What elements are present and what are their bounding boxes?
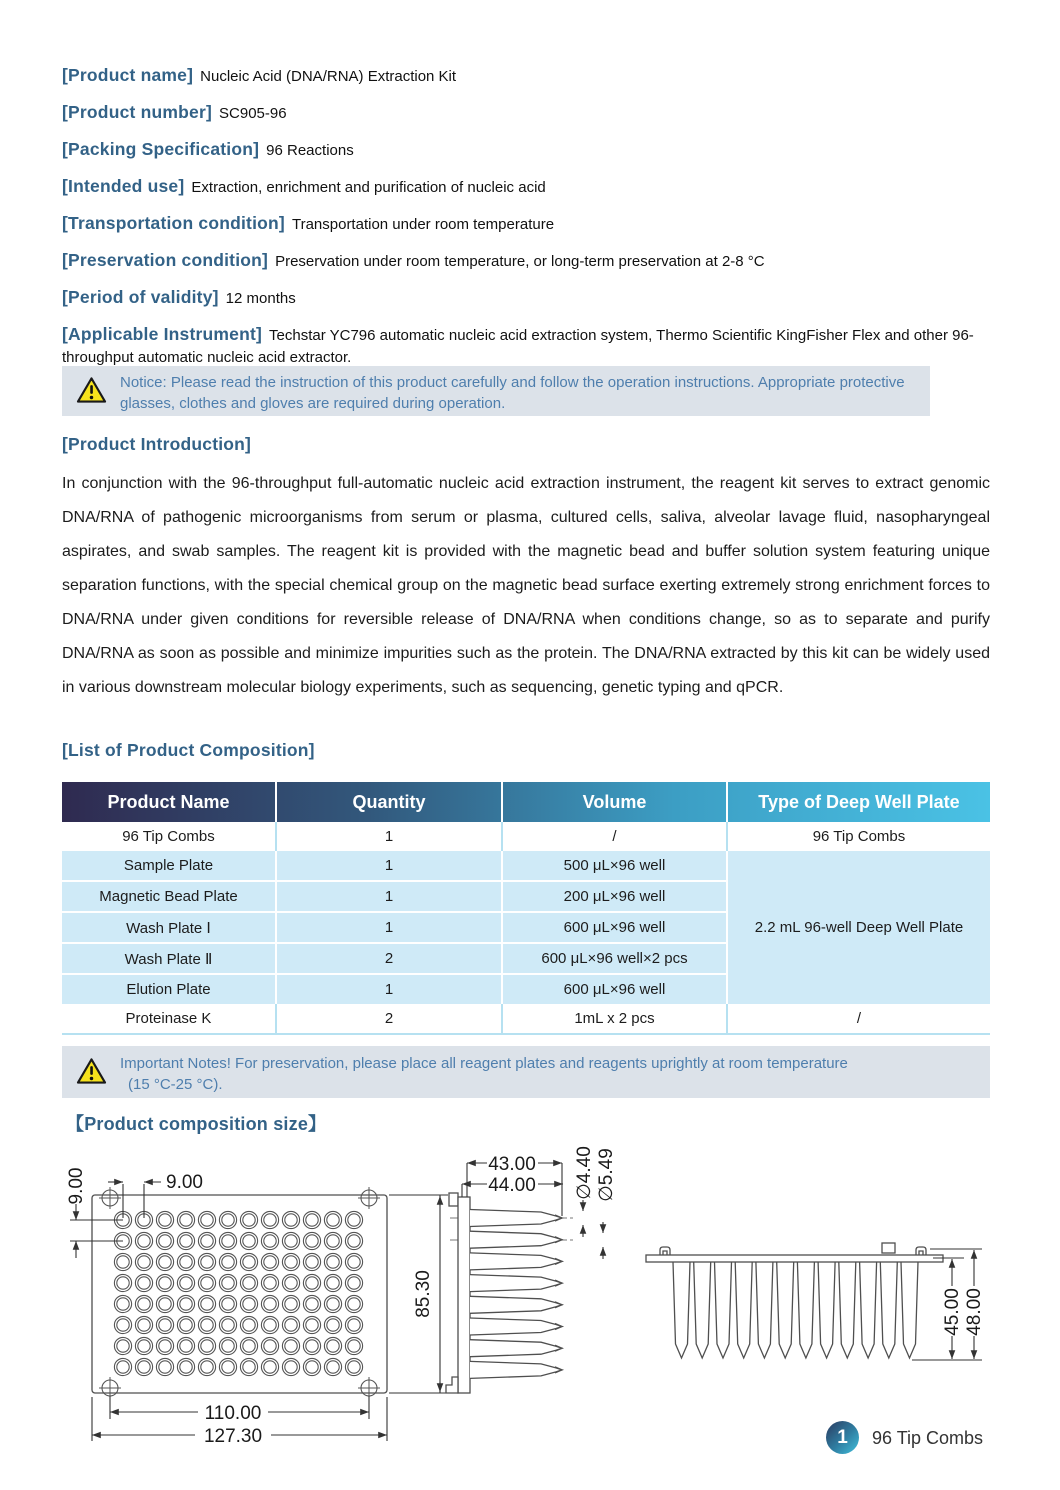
- spec-value: Transportation under room temperature: [291, 216, 555, 233]
- spec-line-product-number: [62, 101, 992, 125]
- comb-tab: [882, 1243, 895, 1253]
- corner-screws: [99, 1187, 380, 1399]
- dimension-label: 127.30: [203, 1426, 263, 1447]
- spec-line-packing: [62, 138, 992, 162]
- spec-line-product-name: [62, 64, 992, 88]
- comb-bar: [646, 1255, 943, 1262]
- comb-side-tips: [470, 1210, 562, 1379]
- comb-front-drawing: [630, 1230, 1000, 1375]
- comb-front-tips: [673, 1262, 918, 1358]
- cell-name: Wash Plate Ⅰ: [62, 911, 275, 942]
- section-heading-composition: [List of Product Composition]: [62, 740, 315, 760]
- header-cell-product-name: Product Name: [107, 791, 230, 812]
- important-notes-text: [120, 1046, 960, 1095]
- composition-table: [62, 782, 990, 1035]
- well-grid: [114, 1211, 362, 1375]
- cell-volume: 200 μL×96 well: [501, 880, 726, 911]
- spec-value: Nucleic Acid (DNA/RNA) Extraction Kit: [200, 68, 457, 85]
- table-row: [62, 822, 990, 851]
- cell-type: 96 Tip Combs: [726, 822, 990, 851]
- cell-name: 96 Tip Combs: [122, 828, 215, 845]
- cell-name: Proteinase K: [62, 1004, 275, 1035]
- header-cell-type: Type of Deep Well Plate: [726, 782, 990, 822]
- cell-volume: 500 μL×96 well: [501, 851, 726, 880]
- cell-volume: 600 μL×96 well: [501, 973, 726, 1004]
- cell-qty: 1: [275, 911, 501, 942]
- comb-hook-left: [660, 1247, 670, 1255]
- spec-label: [Preservation condition]: [62, 250, 269, 270]
- spec-label: [Packing Specification]: [62, 139, 260, 159]
- cell-volume: 1mL x 2 pcs: [501, 1004, 726, 1035]
- cell-volume: 600 μL×96 well×2 pcs: [501, 942, 726, 973]
- comb-foot: [446, 1377, 458, 1393]
- dimension-label: 9.00: [166, 1172, 203, 1193]
- spec-value: 96 Reactions: [266, 142, 354, 159]
- section-heading-size: 【Product composition size】: [66, 1114, 327, 1134]
- dimension-label: 48.00: [964, 1288, 985, 1336]
- spec-line-validity: [62, 286, 992, 310]
- dimension-label: 44.00: [488, 1175, 536, 1196]
- spec-value: SC905-96: [219, 105, 287, 122]
- cell-qty: 1: [275, 822, 501, 851]
- header-cell-volume: Volume: [501, 782, 726, 822]
- notice-text: Notice: Please read the instruction of this product carefully and follow the operation instructions. Appropriate protective glasses, clothes and gloves are required during operation.: [120, 374, 905, 412]
- legend-label: 96 Tip Combs: [872, 1428, 984, 1448]
- cell-name: Magnetic Bead Plate: [62, 880, 275, 911]
- cell-qty: 1: [275, 851, 501, 880]
- cell-qty: 1: [275, 880, 501, 911]
- spec-value: Techstar YC796 automatic nucleic acid extraction system, Thermo Scientific KingFisher Flex and other 96-throughput automatic nucleic acid extractor.: [62, 327, 974, 366]
- introduction-paragraph: In conjunction with the 96-throughput full-automatic nucleic acid extraction instrument, the reagent kit serves to extract genomic DNA/RNA of pathogenic microorganisms from serum or plasma, cultured cells, saliva, alveolar lavage fluid, nasopharyngeal aspirates, and swab samples. The reagent kit is provided with the magnetic bead and buffer solution system featuring unique separation functions, with the special chemical group on the magnetic bead surface exerting extremely strong enrichment forces to DNA/RNA under given conditions for reversible release of DNA/RNA when conditions change, so as to separate and purify DNA/RNA as soon as possible and minimize impurities such as the protein. The DNA/RNA extracted by this kit can be widely used in various downstream molecular biology experiments, such as sequencing, genetic typing and qPCR.: [62, 475, 990, 696]
- important-notes-line1: Important Notes! For preservation, please place all reagent plates and reagents uprightly at room temperature: [120, 1055, 848, 1072]
- cell-name: Sample Plate: [123, 857, 214, 874]
- table-row: [62, 1004, 990, 1035]
- warning-icon: [76, 376, 107, 404]
- spec-label: [Transportation condition]: [62, 213, 285, 233]
- plate-drawing: [40, 1140, 470, 1450]
- dimension-label: 110.00: [204, 1403, 262, 1424]
- spec-label: [Intended use]: [62, 176, 185, 196]
- cell-type-merged: 2.2 mL 96-well Deep Well Plate: [726, 851, 990, 1004]
- section-heading-introduction: [Product Introduction]: [62, 434, 252, 454]
- cell-type: /: [726, 1004, 990, 1035]
- cell-volume: 600 μL×96 well: [501, 911, 726, 942]
- header-cell-quantity: Quantity: [275, 782, 501, 822]
- cell-name: Wash Plate Ⅱ: [62, 942, 275, 973]
- dimension-label: 85.30: [413, 1270, 434, 1318]
- spec-value: 12 months: [225, 290, 296, 307]
- cell-qty: 2: [275, 1004, 501, 1035]
- dimension-label: ∅5.49: [596, 1148, 617, 1202]
- comb-top-tab: [449, 1193, 458, 1206]
- table-header-row: [62, 782, 990, 822]
- spec-label: [Applicable Instrument]: [62, 324, 263, 344]
- cell-qty: 2: [275, 942, 501, 973]
- spec-value: Preservation under room temperature, or long-term preservation at 2-8 °C: [275, 253, 765, 270]
- spec-line-transportation: [62, 212, 992, 236]
- dimension-label: ∅4.40: [574, 1146, 595, 1200]
- cell-qty: 1: [275, 973, 501, 1004]
- table-body: [62, 822, 990, 1035]
- spec-line-instrument: [62, 323, 992, 369]
- important-notes-box: [62, 1046, 990, 1098]
- spec-label: [Product name]: [62, 65, 194, 85]
- important-notes-line2: (15 °C-25 °C).: [128, 1076, 223, 1093]
- cell-name: Elution Plate: [62, 973, 275, 1004]
- table-row: [62, 851, 990, 880]
- comb-side-drawing: [445, 1140, 645, 1410]
- spec-line-preservation: [62, 249, 992, 273]
- legend-badge: 1: [826, 1421, 859, 1454]
- spec-label: [Period of validity]: [62, 287, 219, 307]
- notice-box: [62, 366, 930, 416]
- cell-volume: /: [501, 822, 726, 851]
- warning-icon: [76, 1057, 107, 1085]
- comb-hook-right: [916, 1247, 926, 1255]
- spec-line-intended-use: [62, 175, 992, 199]
- spec-value: Extraction, enrichment and purification of nucleic acid: [191, 179, 546, 196]
- comb-spine: [458, 1197, 470, 1393]
- dimension-label: 43.00: [488, 1154, 536, 1175]
- dimension-label: 45.00: [942, 1288, 963, 1336]
- spec-label: [Product number]: [62, 102, 213, 122]
- spec-list: [62, 64, 992, 382]
- dimension-label: 9.00: [66, 1167, 87, 1205]
